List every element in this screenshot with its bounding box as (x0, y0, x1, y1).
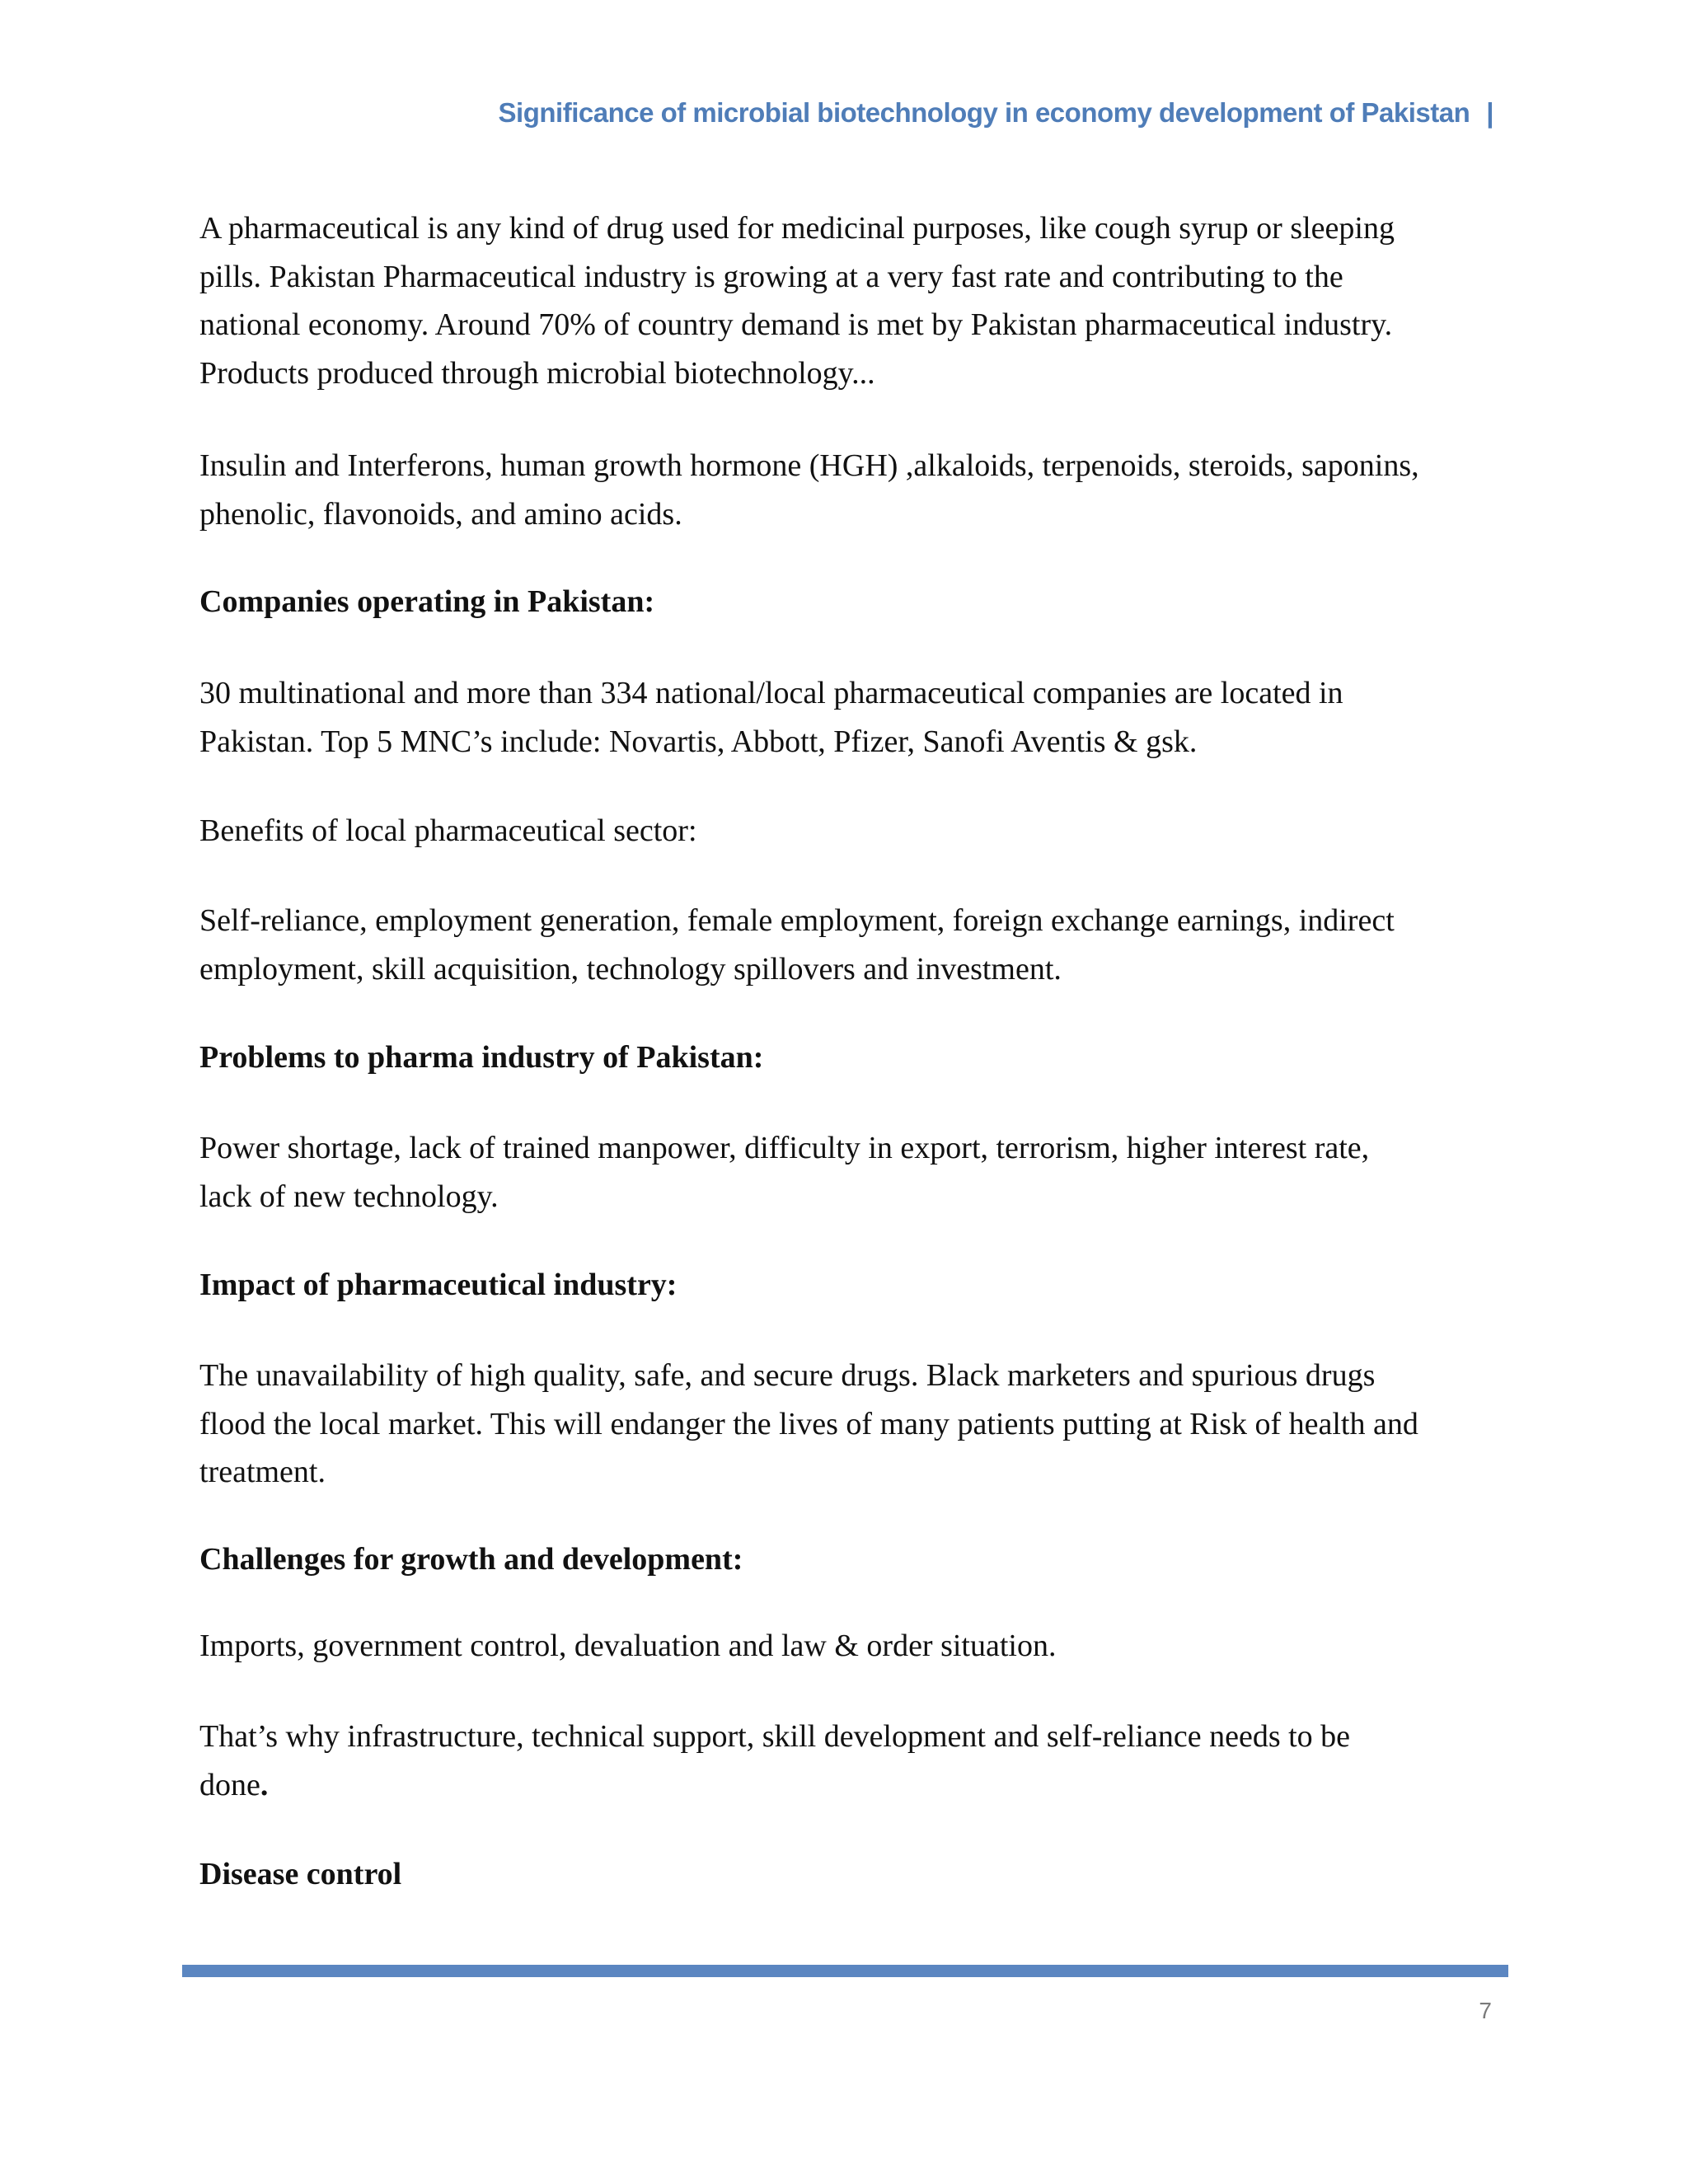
problems-paragraph (199, 1124, 1487, 1221)
paragraph-line: Pakistan. Top 5 MNC’s include: Novartis, Abbott, Pfizer, Sanofi Aventis & gsk. (199, 724, 1198, 759)
paragraph-line-text: done (199, 1767, 260, 1802)
paragraph-line: phenolic, flavonoids, and amino acids. (199, 496, 682, 532)
heading-problems: Problems to pharma industry of Pakistan: (199, 1040, 764, 1075)
page-number: 7 (1479, 1998, 1492, 2023)
paragraph-line: Self-reliance, employment generation, female employment, foreign exchange earnings, indirect (199, 903, 1395, 938)
benefits-paragraph (199, 897, 1487, 993)
challenges-paragraph (199, 1622, 1487, 1671)
footer-rule (182, 1965, 1508, 1977)
paragraph-line: flood the local market. This will endanger the lives of many patients putting at Risk of health and (199, 1406, 1418, 1441)
paragraph-line-period: . (260, 1767, 269, 1802)
paragraph-line (199, 1761, 1487, 1810)
paragraph-line: Imports, government control, devaluation and law & order situation. (199, 1629, 1057, 1663)
paragraph-line: 30 multinational and more than 334 national/local pharmaceutical companies are located in (199, 676, 1343, 710)
running-header-title: Significance of microbial biotechnology in economy development of Pakistan (498, 97, 1470, 128)
paragraph-line: That’s why infrastructure, technical support, skill development and self-reliance needs to be (199, 1719, 1351, 1754)
running-header-separator: | (1486, 97, 1493, 128)
conclusion-paragraph (199, 1713, 1487, 1809)
products-paragraph (199, 442, 1487, 538)
paragraph-line: treatment. (199, 1455, 326, 1489)
paragraph-line: The unavailability of high quality, safe, and secure drugs. Black marketers and spurious drugs (199, 1358, 1376, 1393)
paragraph-line: employment, skill acquisition, technology spillovers and investment. (199, 951, 1062, 987)
paragraph-line: Power shortage, lack of trained manpower, difficulty in export, terrorism, higher interest rate, (199, 1131, 1370, 1165)
paragraph-line: A pharmaceutical is any kind of drug used for medicinal purposes, like cough syrup or sleeping (199, 211, 1395, 246)
benefits-label (199, 807, 1487, 855)
paragraph-line: Insulin and Interferons, human growth hormone (HGH) ,alkaloids, terpenoids, steroids, saponins, (199, 448, 1419, 483)
paragraph-line: lack of new technology. (199, 1179, 499, 1214)
paragraph-line: pills. Pakistan Pharmaceutical industry is growing at a very fast rate and contributing to the (199, 259, 1343, 294)
heading-challenges: Challenges for growth and development: (199, 1542, 743, 1577)
paragraph-line: Products produced through microbial biotechnology... (199, 355, 875, 391)
intro-paragraph (199, 204, 1487, 397)
running-header (499, 97, 1493, 129)
paragraph-line: Benefits of local pharmaceutical sector: (199, 813, 697, 848)
heading-impact: Impact of pharmaceutical industry: (199, 1268, 678, 1302)
heading-companies: Companies operating in Pakistan: (199, 584, 655, 619)
heading-disease-control: Disease control (199, 1857, 402, 1891)
paragraph-line: national economy. Around 70% of country demand is met by Pakistan pharmaceutical industry. (199, 307, 1393, 342)
impact-paragraph (199, 1352, 1487, 1497)
companies-paragraph (199, 669, 1487, 766)
